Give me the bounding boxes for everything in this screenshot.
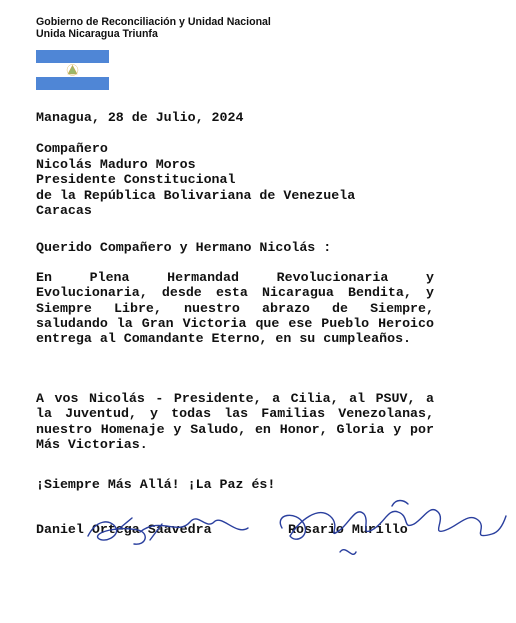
nicaragua-flag-icon	[36, 50, 109, 90]
letter-closing: ¡Siempre Más Allá! ¡La Paz és!	[36, 477, 276, 492]
signature-name-ortega: Daniel Ortega Saavedra	[36, 522, 212, 537]
letter-paragraph-2: A vos Nicolás - Presidente, a Cilia, al PSUV, a la Juventud, y todas las Familias Venezolanas, nuestro Homenaje y Saludo, en Honor, Gloria y por Más Victorias.	[36, 391, 434, 452]
recipient-line: Nicolás Maduro Moros	[36, 156, 196, 172]
signature-name-murillo: Rosario Murillo	[288, 522, 408, 537]
recipient-line: de la República Bolivariana de Venezuela	[36, 187, 356, 203]
recipient-line: Presidente Constitucional	[36, 172, 236, 188]
recipient-line: Compañero	[36, 141, 108, 156]
recipient-line: Caracas	[36, 203, 92, 219]
recipient-block	[36, 141, 355, 219]
letterhead-slogan: Unida Nicaragua Triunfa	[36, 28, 158, 40]
letter-paragraph-1: En Plena Hermandad Revolucionaria y Evolucionaria, desde esta Nicaragua Bendita, y Siempre Libre, nuestro abrazo de Siempre, saludando la Gran Victoria que ese Pueblo Heroico entrega al Comandante Eterno, en su cumpleaños.	[36, 270, 434, 347]
letterhead-government: Gobierno de Reconciliación y Unidad Nacional	[36, 16, 271, 28]
letter-date: Managua, 28 de Julio, 2024	[36, 110, 244, 125]
letter-salutation: Querido Compañero y Hermano Nicolás :	[36, 240, 332, 255]
letterhead	[36, 16, 271, 40]
